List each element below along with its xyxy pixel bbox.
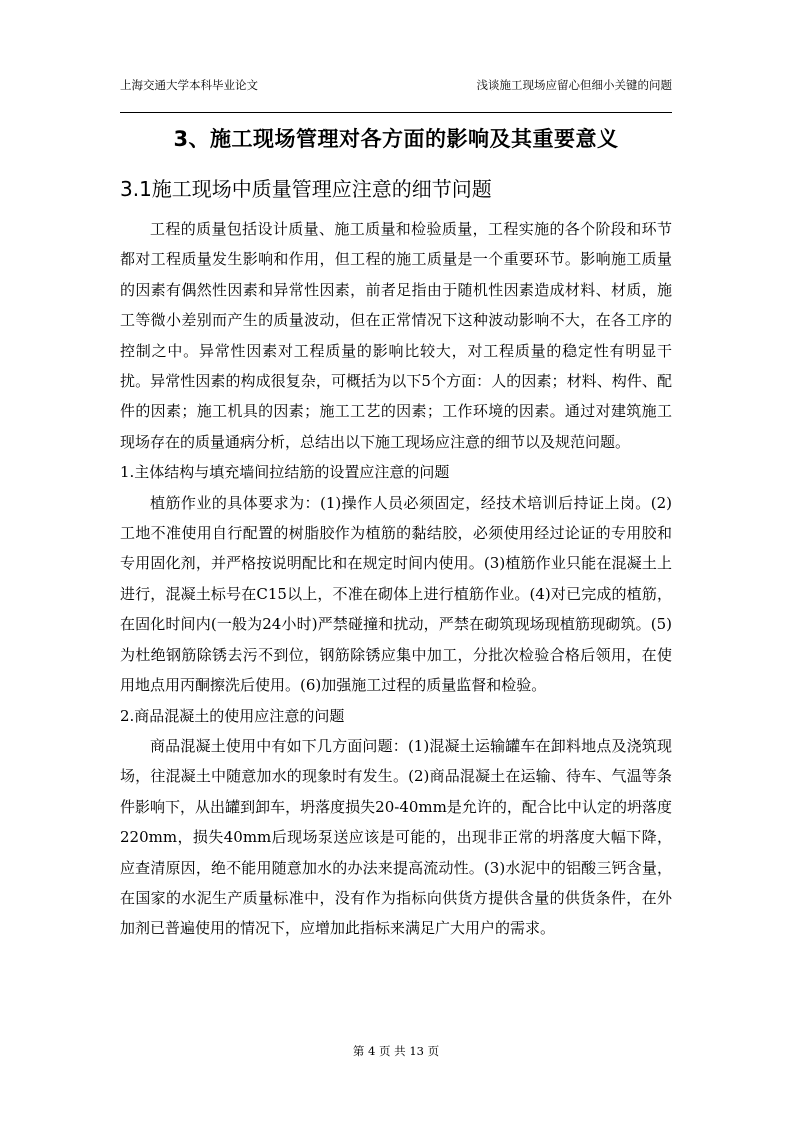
page-number: 第 4 页 共 13 页 xyxy=(352,1044,440,1058)
header-thesis-title: 浅谈施工现场应留心但细小关键的问题 xyxy=(476,78,672,92)
body-text xyxy=(120,214,672,944)
list-heading: 1.主体结构与填充墙间拉结筋的设置应注意的问题 xyxy=(120,463,450,482)
paragraph: 工程的质量包括设计质量、施工质量和检验质量，工程实施的各个阶段和环节都对工程质量发生影响和作用，但工程的施工质量是一个重要环节。影响施工质量的因素有偶然性因素和异常性因素，前者足指由于随机性因素造成材料、材质，施工等微小差别而产生的质量波动，但在正常情况下这种波动影响不大，在各工序的控制之中。异常性因素对工程质量的影响比较大，对工程质量的稳定性有明显干扰。异常性因素的构成很复杂，可概括为以下5个方面：人的因素；材料、构件、配件的因素；施工机具的因素；施工工艺的因素；工作环境的因素。通过对建筑施工现场存在的质量通病分析，总结出以下施工现场应注意的细节以及规范问题。 xyxy=(120,220,672,451)
header-thesis-label: 上海交通大学本科毕业论文 xyxy=(120,78,258,92)
page-header xyxy=(120,77,672,99)
section-title: 3.1施工现场中质量管理应注意的细节问题 xyxy=(120,177,492,201)
header-rule xyxy=(120,112,672,113)
list-heading: 2.商品混凝土的使用应注意的问题 xyxy=(120,706,345,725)
chapter-title: 3、施工现场管理对各方面的影响及其重要意义 xyxy=(173,127,619,151)
paragraph: 商品混凝土使用中有如下几方面问题：(1)混凝土运输罐车在卸料地点及浇筑现场，往混凝土中随意加水的现象时有发生。(2)商品混凝土在运输、待车、气温等条件影响下，从出罐到卸车，坍落度损失20-40mm是允许的，配合比中认定的坍落度220mm，损失40mm后现场泵送应该是可能的，出现非正常的坍落度大幅下降，应查清原因，绝不能用随意加水的办法来提高流动性。(3)水泥中的铝酸三钙含量，在国家的水泥生产质量标准中，没有作为指标向供货方提供含量的供货条件，在外加剂已普遍使用的情况下，应增加此指标来满足广大用户的需求。 xyxy=(120,736,672,938)
paragraph: 植筋作业的具体要求为：(1)操作人员必须固定，经技术培训后持证上岗。(2)工地不准使用自行配置的树脂胶作为植筋的黏结胶，必须使用经过论证的专用胶和专用固化剂，并严格按说明配比和在规定时间内使用。(3)植筋作业只能在混凝土上进行，混凝土标号在C15以上，不准在砌体上进行植筋作业。(4)对已完成的植筋，在固化时间内(一般为24小时)严禁碰撞和扰动，严禁在砌筑现场现植筋现砌筑。(5)为杜绝钢筋除锈去污不到位，钢筋除锈应集中加工，分批次检验合格后领用，在使用地点用丙酮擦洗后使用。(6)加强施工过程的质量监督和检验。 xyxy=(120,493,672,695)
